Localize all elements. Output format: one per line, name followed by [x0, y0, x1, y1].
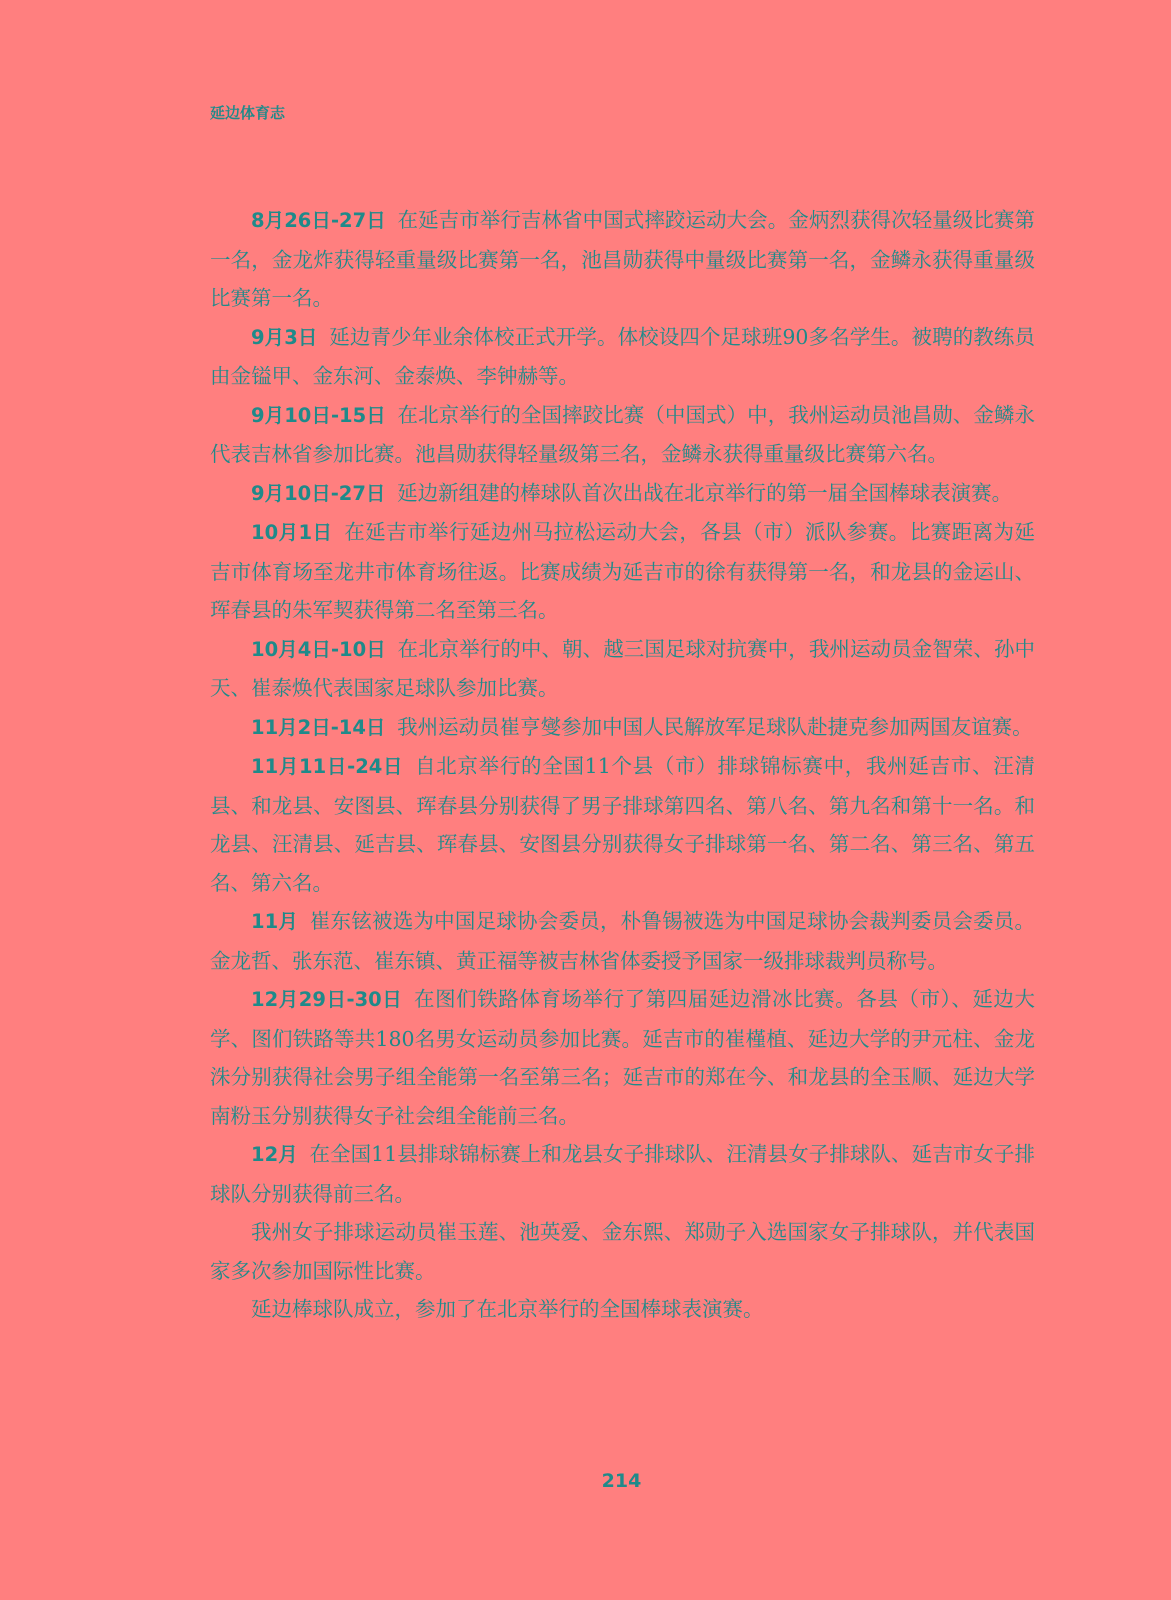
- entry-paragraph: [210, 201, 1035, 318]
- entry-paragraph: [210, 708, 1035, 748]
- entry-date: 12月29日-30日: [251, 988, 403, 1011]
- entry-paragraph: [210, 980, 1035, 1135]
- entry-paragraph: [210, 318, 1035, 396]
- entry-date: 12月: [251, 1143, 298, 1166]
- entry-date: 11月: [251, 910, 299, 933]
- entry-text: 在延吉市举行吉林省中国式摔跤运动大会。金炳烈获得次轻量级比赛第一名，金龙炸获得轻重量级比赛第一名，池昌勋获得中量级比赛第一名，金鳞永获得重量级比赛第一名。: [210, 208, 1036, 310]
- entry-text: 在延吉市举行延边州马拉松运动大会，各县（市）派队参赛。比赛距离为延吉市体育场至龙井市体育场往返。比赛成绩为延吉市的徐有获得第一名，和龙县的金运山、珲春县的朱军契获得第二名至第三名。: [210, 520, 1035, 622]
- entry-text: 在北京举行的全国摔跤比赛（中国式）中，我州运动员池昌勋、金鳞永代表吉林省参加比赛。池昌勋获得轻量级第三名，金鳞永获得重量级比赛第六名。: [210, 402, 1036, 466]
- entry-text: 自北京举行的全国11个县（市）排球锦标赛中，我州延吉市、汪清县、和龙县、安图县、珲春县分别获得了男子排球第四名、第八名、第九名和第十一名。和龙县、汪清县、延吉县、珲春县、安图县分别获得女子排球第一名、第二名、第三名、第五名、第六名。: [210, 754, 1035, 895]
- entry-paragraph: [210, 630, 1035, 708]
- entry-paragraph: [210, 1135, 1035, 1213]
- entry-text: 延边青少年业余体校正式开学。体校设四个足球班90多名学生。被聘的教练员由金镒甲、金东河、金泰焕、李钟赫等。: [210, 324, 1035, 388]
- entry-text: 在图们铁路体育场举行了第四届延边滑冰比赛。各县（市）、延边大学、图们铁路等共180名男女运动员参加比赛。延吉市的崔槿植、延边大学的尹元柱、金龙洙分别获得社会男子组全能第一名至第三名；延吉市的郑在今、和龙县的全玉顺、延边大学南粉玉分别获得女子社会组全能前三名。: [210, 987, 1035, 1128]
- entry-paragraph: [210, 1213, 1035, 1290]
- page-number: 214: [601, 1470, 642, 1492]
- entry-date: 10月4日-10日: [251, 637, 386, 661]
- entry-date: 11月2日-14日: [251, 715, 386, 739]
- entry-paragraph: [210, 513, 1035, 630]
- entry-paragraph: [210, 474, 1035, 514]
- entry-date: 10月1日: [251, 521, 333, 544]
- entry-text: 延边新组建的棒球队首次出战在北京举行的第一届全国棒球表演赛。: [397, 480, 1013, 505]
- entry-text: 在全国11县排球锦标赛上和龙县女子排球队、汪清县女子排球队、延吉市女子排球队分别获得前三名。: [210, 1142, 1035, 1206]
- entry-paragraph: [210, 1290, 1035, 1329]
- chronicle-body: [210, 201, 1035, 1329]
- entry-date: 11月11日-24日: [251, 755, 404, 778]
- entry-text: 延边棒球队成立，参加了在北京举行的全国棒球表演赛。: [251, 1297, 764, 1321]
- entry-date: 9月3日: [251, 325, 318, 349]
- entry-date: 9月10日-27日: [251, 481, 386, 505]
- entry-text: 在北京举行的中、朝、越三国足球对抗赛中，我州运动员金智荣、孙中天、崔泰焕代表国家足球队参加比赛。: [210, 636, 1036, 700]
- entry-text: 崔东铉被选为中国足球协会委员，朴鲁锡被选为中国足球协会裁判委员会委员。金龙哲、张东范、崔东镇、黄正福等被吉林省体委授予国家一级排球裁判员称号。: [210, 909, 1035, 973]
- entry-text: 我州运动员崔亨燮参加中国人民解放军足球队赴捷克参加两国友谊赛。: [397, 714, 1033, 739]
- running-header: 延边体育志: [210, 104, 286, 122]
- entry-date: 8月26日-27日: [251, 209, 386, 232]
- entry-date: 9月10日-15日: [251, 403, 386, 427]
- entry-paragraph: [210, 902, 1035, 980]
- entry-paragraph: [210, 396, 1035, 474]
- entry-paragraph: [210, 747, 1035, 902]
- entry-text: 我州女子排球运动员崔玉莲、池英爱、金东熙、郑勋子入选国家女子排球队，并代表国家多次参加国际性比赛。: [210, 1220, 1035, 1283]
